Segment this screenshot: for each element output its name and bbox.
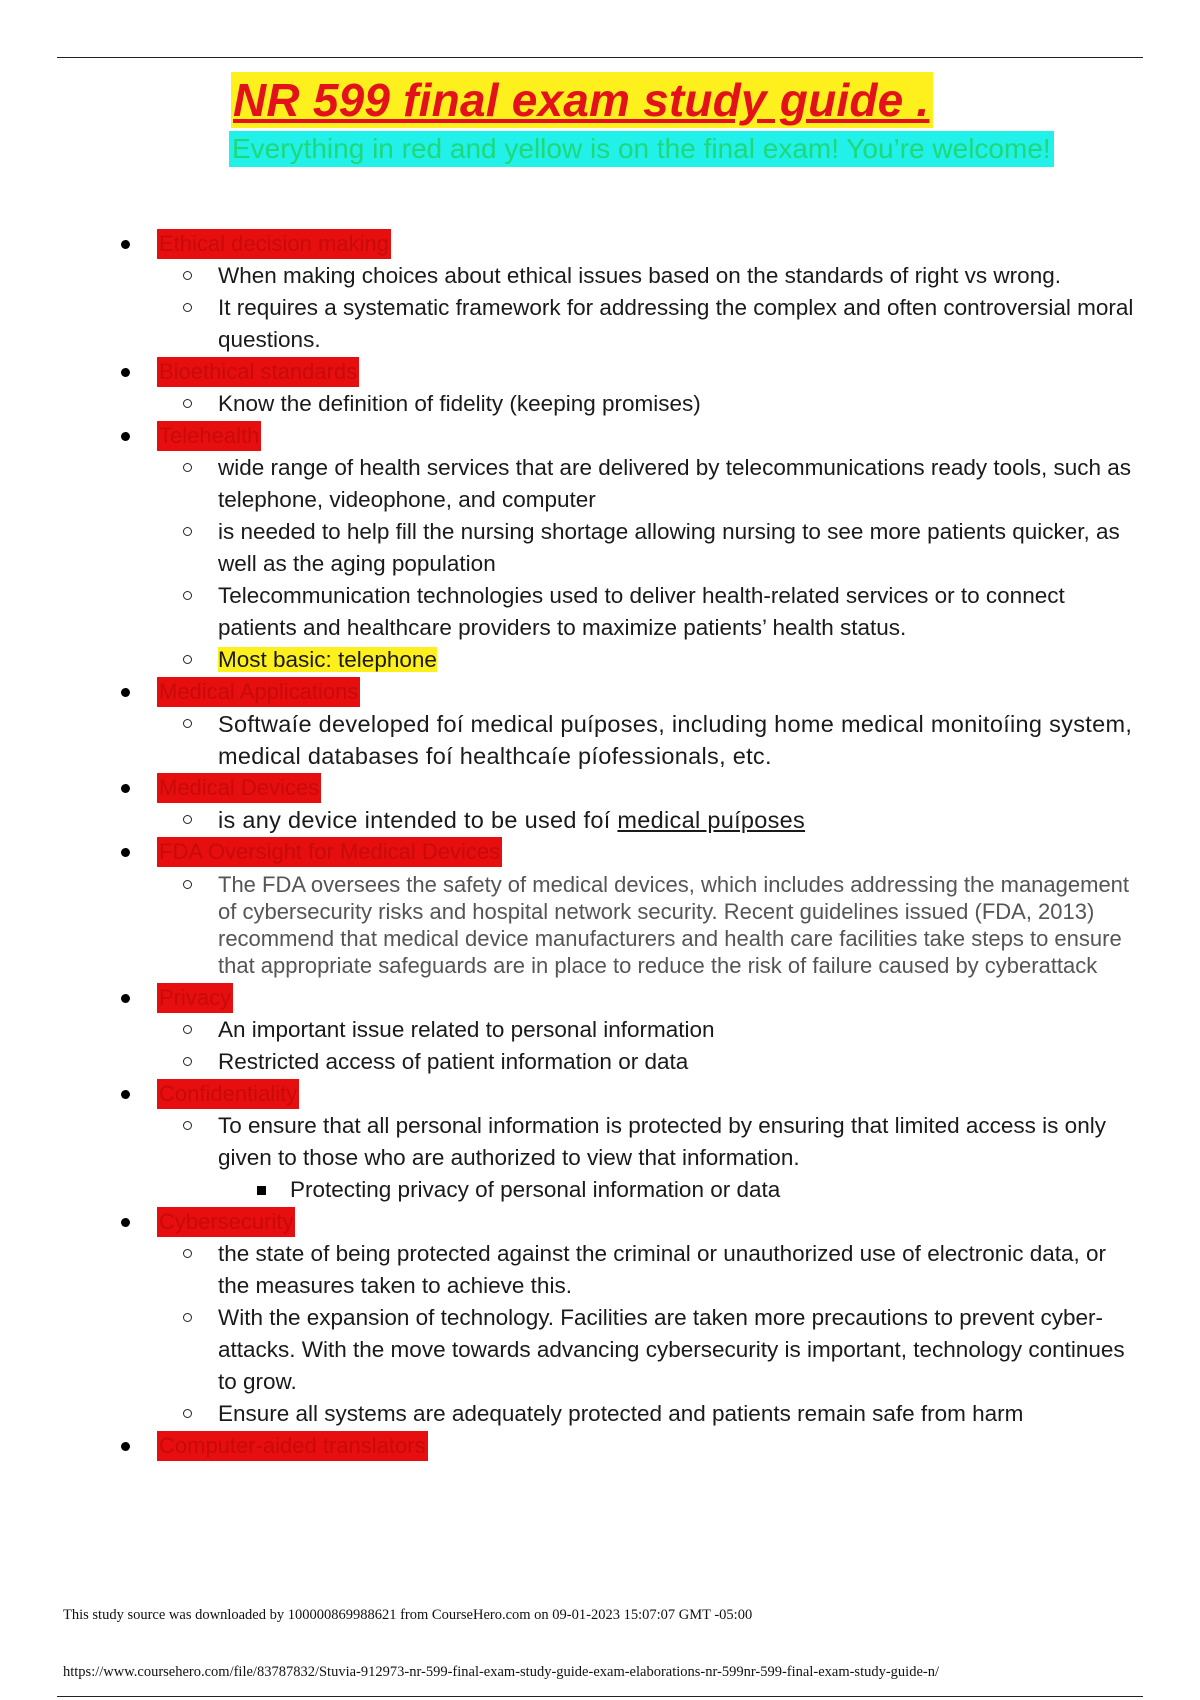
- title-block: [231, 72, 933, 128]
- sub-list-item: Protecting privacy of personal information or data: [0, 1174, 1200, 1206]
- list-item: When making choices about ethical issues based on the standards of right vs wrong.: [0, 260, 1200, 292]
- list-item: is any device intended to be used foí medical puíposes: [0, 804, 1200, 836]
- circle-bullet-icon: [183, 1409, 192, 1418]
- section-confidentiality: [0, 1078, 1200, 1206]
- section-ethical-decision-making: [0, 228, 1200, 356]
- circle-bullet-icon: [183, 719, 192, 728]
- list-item: An important issue related to personal information: [0, 1014, 1200, 1046]
- section-heading: Computer-aided translators: [157, 1431, 428, 1461]
- square-bullet-icon: [257, 1186, 266, 1195]
- section-computer-aided-translators: [0, 1430, 1200, 1462]
- circle-bullet-icon: [183, 399, 192, 408]
- bullet-icon: [121, 432, 130, 441]
- bullet-icon: [121, 688, 130, 697]
- bullet-icon: [121, 994, 130, 1003]
- bullet-icon: [121, 1090, 130, 1099]
- list-item: wide range of health services that are delivered by telecommunications ready tools, such as telephone, videophone, and computer: [0, 452, 1200, 516]
- medical-purposes-link[interactable]: medical puíposes: [617, 807, 806, 833]
- list-item: Telecommunication technologies used to deliver health-related services or to connect patients and healthcare providers to maximize patients’ health status.: [0, 580, 1200, 644]
- list-item: is needed to help fill the nursing shortage allowing nursing to see more patients quicker, as well as the aging population: [0, 516, 1200, 580]
- circle-bullet-icon: [183, 271, 192, 280]
- bullet-icon: [121, 848, 130, 857]
- circle-bullet-icon: [183, 815, 192, 824]
- list-item: The FDA oversees the safety of medical devices, which includes addressing the management of cybersecurity risks and hospital network security. Recent guidelines issued (FDA, 2013) recommend that medical device manufacturers and health care facilities take steps to ensure that appropriate safeguards are in place to reduce the risk of failure caused by cyberattack: [0, 868, 1200, 982]
- circle-bullet-icon: [183, 1249, 192, 1258]
- list-item-highlighted: Most basic: telephone: [0, 644, 1200, 676]
- section-heading: Privacy: [157, 983, 233, 1013]
- section-heading: Medical Devices: [157, 773, 321, 803]
- section-privacy: [0, 982, 1200, 1078]
- section-heading: Telehealth: [157, 421, 261, 451]
- section-heading: Cybersecurity: [157, 1207, 295, 1237]
- section-bioethical-standards: [0, 356, 1200, 420]
- study-guide-list: [0, 228, 1200, 1462]
- circle-bullet-icon: [183, 880, 192, 889]
- list-item: Know the definition of fidelity (keeping promises): [0, 388, 1200, 420]
- section-heading: FDA Oversight for Medical Devices: [157, 837, 502, 867]
- bullet-icon: [121, 784, 130, 793]
- list-item: Softwaíe developed foí medical puíposes, including home medical monitoíing system, medical databases foí healthcaíe píofessionals, etc.: [0, 708, 1200, 772]
- circle-bullet-icon: [183, 1025, 192, 1034]
- source-url[interactable]: https://www.coursehero.com/file/83787832/Stuvia-912973-nr-599-final-exam-study-guide-exam-elaborations-nr-599nr-599-final-exam-study-guide-n/: [63, 1664, 940, 1680]
- circle-bullet-icon: [183, 1121, 192, 1130]
- circle-bullet-icon: [183, 655, 192, 664]
- list-item: To ensure that all personal information is protected by ensuring that limited access is only given to those who are authorized to view that information.: [0, 1110, 1200, 1174]
- circle-bullet-icon: [183, 527, 192, 536]
- list-item: Ensure all systems are adequately protected and patients remain safe from harm: [0, 1398, 1200, 1430]
- section-telehealth: [0, 420, 1200, 676]
- section-heading: Confidentiality: [157, 1079, 299, 1109]
- list-item: Restricted access of patient information or data: [0, 1046, 1200, 1078]
- section-cybersecurity: [0, 1206, 1200, 1430]
- bullet-icon: [121, 1442, 130, 1451]
- section-medical-devices: [0, 772, 1200, 836]
- circle-bullet-icon: [183, 463, 192, 472]
- bullet-icon: [121, 1218, 130, 1227]
- subtitle: Everything in red and yellow is on the final exam! You’re welcome!: [229, 131, 1054, 167]
- page-title: NR 599 final exam study guide .: [231, 72, 933, 128]
- circle-bullet-icon: [183, 1057, 192, 1066]
- download-notice: This study source was downloaded by 100000869988621 from CourseHero.com on 09-01-2023 15:07:07 GMT -05:00: [63, 1607, 753, 1623]
- section-medical-applications: [0, 676, 1200, 772]
- list-item: the state of being protected against the criminal or unauthorized use of electronic data, or the measures taken to achieve this.: [0, 1238, 1200, 1302]
- circle-bullet-icon: [183, 303, 192, 312]
- top-rule: [57, 57, 1143, 58]
- bottom-rule: [57, 1696, 1143, 1697]
- list-item: With the expansion of technology. Facilities are taken more precautions to prevent cyber-attacks. With the move towards advancing cybersecurity is important, technology continues to grow.: [0, 1302, 1200, 1398]
- bullet-icon: [121, 240, 130, 249]
- section-heading: Bioethical standards: [157, 357, 359, 387]
- section-fda-oversight: [0, 836, 1200, 982]
- circle-bullet-icon: [183, 1313, 192, 1322]
- section-heading: Medical Applications: [157, 677, 360, 707]
- bullet-icon: [121, 368, 130, 377]
- circle-bullet-icon: [183, 591, 192, 600]
- section-heading: Ethical decision making: [157, 229, 391, 259]
- list-item: It requires a systematic framework for addressing the complex and often controversial moral questions.: [0, 292, 1200, 356]
